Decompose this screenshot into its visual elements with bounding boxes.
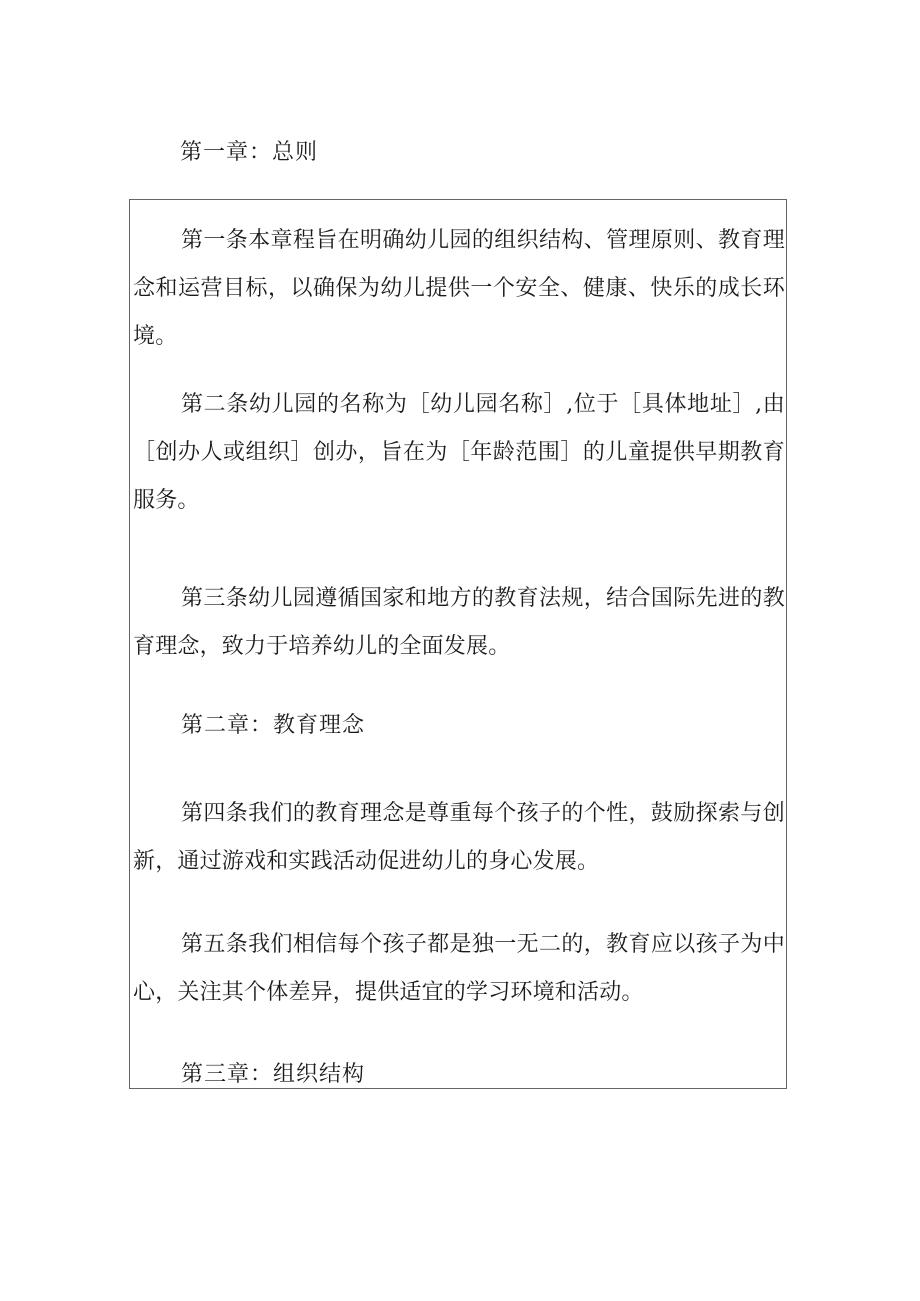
article-5: 第五条我们相信每个孩子都是独一无二的，教育应以孩子为中心，关注其个体差异，提供适宜的学习环境和活动。 [133,932,785,1005]
content-frame [129,199,787,1089]
chapter-2-heading: 第二章：教育理念 [181,713,366,738]
article-3: 第三条幼儿园遵循国家和地方的教育法规，结合国际先进的教育理念，致力于培养幼儿的全面发展。 [133,586,785,659]
article-2: 第二条幼儿园的名称为［幼儿园名称］,位于［具体地址］,由［创办人或组织］创办，旨在为［年龄范围］的儿童提供早期教育服务。 [133,392,785,513]
chapter-1-heading: 第一章：总则 [180,140,319,165]
chapter-3-heading: 第三章：组织结构 [181,1062,366,1087]
article-1: 第一条本章程旨在明确幼儿园的组织结构、管理原则、教育理念和运营目标，以确保为幼儿提供一个安全、健康、快乐的成长环境。 [133,228,785,349]
article-4: 第四条我们的教育理念是尊重每个孩子的个性，鼓励探索与创新，通过游戏和实践活动促进幼儿的身心发展。 [133,801,785,874]
